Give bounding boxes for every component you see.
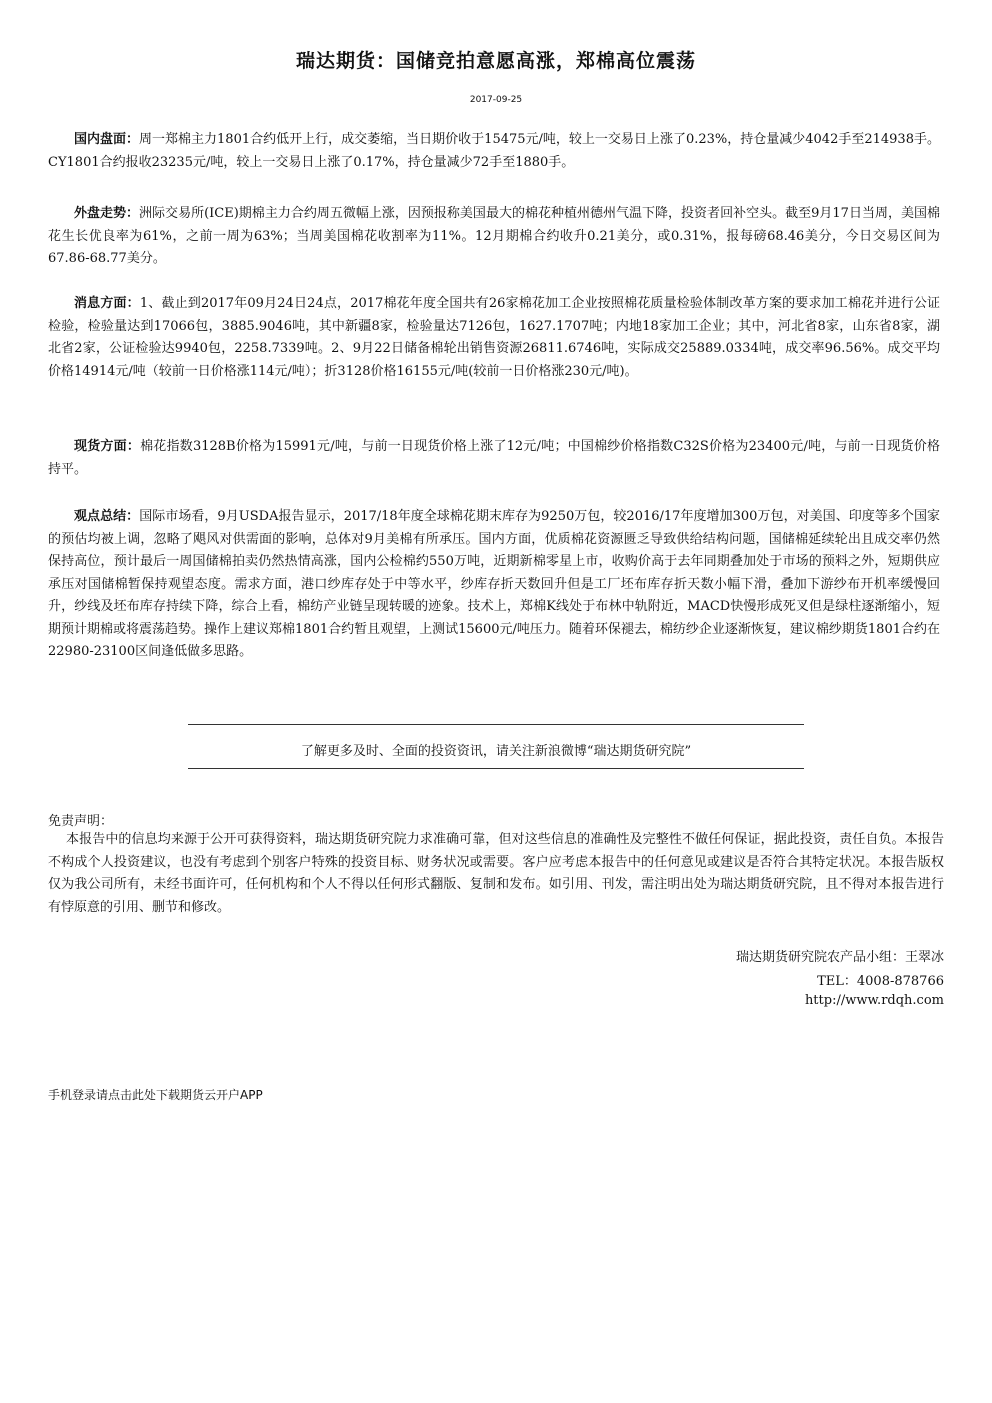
section-label: 现货方面：	[74, 439, 141, 454]
section-spot	[48, 436, 940, 481]
section-text: 棉花指数3128B价格为15991元/吨，与前一日现货价格上涨了12元/吨；中国棉纱价格指数C32S价格为23400元/吨，与前一日现货价格持平。	[48, 439, 940, 477]
signature-team: 瑞达期货研究院农产品小组：王翠冰	[735, 950, 944, 965]
section-summary	[48, 506, 940, 664]
section-text: 周一郑棉主力1801合约低开上行，成交萎缩，当日期价收于15475元/吨，较上一交易日上涨了0.23%，持仓量减少4042手至214938手。CY1801合约报收23235元/吨，较上一交易日上涨了0.17%，持仓量减少72手至1880手。	[48, 132, 940, 170]
disclaimer-title: 免责声明：	[48, 814, 114, 829]
signature-tel: TEL：4008-878766	[817, 974, 944, 989]
section-text: 国际市场看，9月USDA报告显示，2017/18年度全球棉花期末库存为9250万包，较2016/17年度增加300万包，对美国、印度等多个国家的预估均被上调，忽略了飓风对供需面的影响，总体对9月美棉有所承压。国内方面，优质棉花资源匮乏导致供给结构问题，国储棉延续轮出且成交率仍然保持高位，预计最后一周国储棉拍卖仍然热情高涨，国内公检棉约550万吨，近期新棉零星上市，收购价高于去年同期叠加处于市场的预料之外，短期供应承压对国储棉暂保持观望态度。需求方面，港口纱库存处于中等水平，纱库存折天数回升但是工厂坯布库存折天数小幅下滑，叠加下游纱布开机率缓慢回升，纱线及坯布库存持续下降，综合上看，棉纺产业链呈现转暖的迹象。技术上，郑棉K线处于布林中轨附近，MACD快慢形成死叉但是绿柱逐渐缩小，短期预计期棉或将震荡趋势。操作上建议郑棉1801合约暂且观望，上测试15600元/吨压力。随着环保褪去，棉纺纱企业逐渐恢复，建议棉纱期货1801合约在22980-23100区间逢低做多思路。	[48, 509, 940, 659]
section-label: 外盘走势：	[74, 206, 140, 221]
signature-url[interactable]: http://www.rdqh.com	[804, 993, 944, 1008]
divider-top	[188, 724, 804, 725]
section-domestic-market	[48, 129, 940, 174]
disclaimer-body: 本报告中的信息均来源于公开可获得资料，瑞达期货研究院力求准确可靠，但对这些信息的准确性及完整性不做任何保证，据此投资，责任自负。本报告不构成个人投资建议，也没有考虑到个别客户特殊的投资目标、财务状况或需要。客户应考虑本报告中的任何意见或建议是否符合其特定状况。本报告版权仅为我公司所有，未经书面许可，任何机构和个人不得以任何形式翻版、复制和发布。如引用、刊发，需注明出处为瑞达期货研究院，且不得对本报告进行有悖原意的引用、删节和修改。	[48, 832, 944, 915]
section-label: 消息方面：	[74, 296, 140, 311]
section-news	[48, 293, 940, 383]
report-date: 2017-09-25	[469, 95, 523, 105]
divider-bottom	[188, 768, 804, 769]
section-text: 1、截止到2017年09月24日24点，2017棉花年度全国共有26家棉花加工企业按照棉花质量检验体制改革方案的要求加工棉花并进行公证检验，检验量达到17066包，3885.9046吨，其中新疆8家，检验量达7126包，1627.1707吨；内地18家加工企业；其中，河北省8家，山东省8家，湖北省2家，公证检验达9940包，2258.7339吨。2、9月22日储备棉轮出销售资源26811.6746吨，实际成交25889.0334吨，成交率96.56%。成交平均价格14914元/吨（较前一日价格涨114元/吨）；折3128价格16155元/吨(较前一日价格涨230元/吨)。	[48, 296, 940, 379]
section-text: 洲际交易所(ICE)期棉主力合约周五微幅上涨，因预报称美国最大的棉花种植州德州气温下降，投资者回补空头。截至9月17日当周，美国棉花生长优良率为61%，之前一周为63%；当周美国棉花收割率为11%。12月期棉合约收升0.21美分，或0.31%，报每磅68.46美分，今日交易区间为67.86-68.77美分。	[48, 206, 940, 266]
app-download-link[interactable]: 手机登录请点击此处下载期货云开户APP	[48, 1088, 263, 1102]
weibo-promo: 了解更多及时、全面的投资资讯，请关注新浪微博“瑞达期货研究院”	[300, 744, 692, 759]
section-overseas-market	[48, 203, 940, 271]
report-title: 瑞达期货：国储竞拍意愿高涨，郑棉高位震荡	[295, 50, 696, 72]
section-label: 国内盘面：	[74, 132, 140, 147]
section-label: 观点总结：	[74, 509, 140, 524]
